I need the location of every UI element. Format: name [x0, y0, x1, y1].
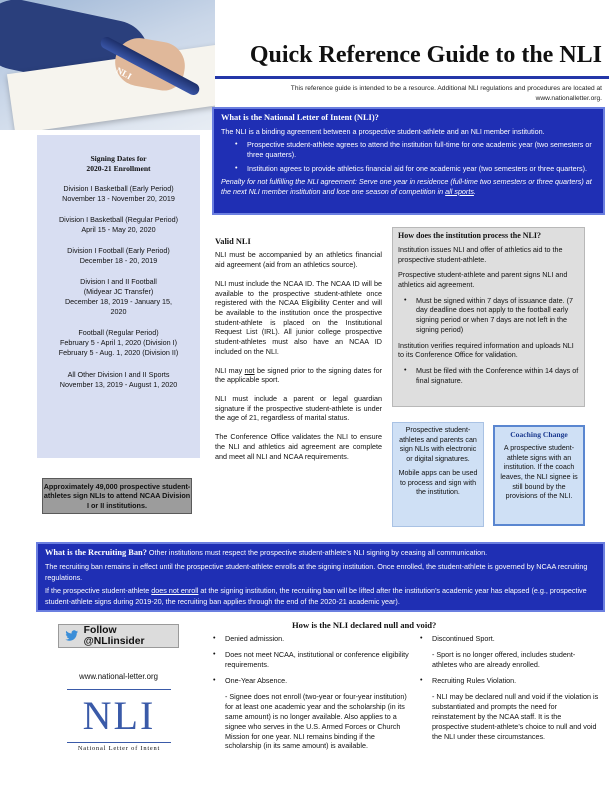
valid-nli-paragraph: NLI must be accompanied by an athletics financial aid agreement (aid from an athletics source). [215, 250, 382, 270]
logo-rule-top [67, 689, 171, 690]
date-group [37, 246, 200, 266]
twitter-bird-icon [65, 630, 79, 642]
date-group-label: All Other Division I and II Sports [67, 369, 170, 379]
mobile-signing-box [392, 422, 484, 527]
process-box [392, 227, 585, 407]
list-item: • Institution agrees to provide athletics financial aid for one academic year (two semesters or three quarters). [235, 164, 596, 174]
valid-nli-paragraph: The Conference Office validates the NLI to ensure the NLI and athletics aid agreement are complete and meet all NLI and NCAA requirements. [215, 432, 382, 461]
recruiting-ban-lead [45, 547, 596, 559]
null-void-heading: How is the NLI declared null and void? [292, 620, 437, 630]
date-range: November 13, 2019 - August 1, 2020 [59, 379, 178, 389]
website-link[interactable]: www.national-letter.org [79, 672, 158, 681]
valid-nli-paragraph: NLI must include the NCAA ID. The NCAA ID will be available to the prospective student-athlete once registered with the NCAA Eligibility Center and will be available to the institution once the prospective student-athlete is placed on the Institutional Request List (IRL). All junior college prospective student-athletes must also have an NCAA ID included on the NLI. [215, 278, 382, 356]
nli-logo [64, 688, 174, 758]
coaching-change-heading: Coaching Change [510, 430, 568, 439]
date-range: February 5 - April 1, 2020 (Division I) [59, 338, 178, 348]
null-void-detail: - Signee does not enroll (two-year or four-year institution) for at least one academic year and the scholarship (in its same amount) is no longer available. Also applies to a signee who serves in the U.S. Armed Forces or Church Mission for one year. NLI remains binding if the scholarship (in its same amount) is available. [225, 691, 407, 751]
valid-nli-paragraph: NLI must include a parent or legal guardian signature if the prospective student-athlete is under the age of 21, regardless of marital status. [215, 393, 382, 423]
penalty-end: . [473, 186, 476, 196]
date-range: December 18, 2019 - January 15, [64, 297, 173, 307]
date-group-label: Division I Basketball (Early Period) [63, 183, 174, 193]
process-paragraph: Institution verifies required information and uploads NLI to its Conference Office for validation. [398, 340, 574, 360]
what-is-nli-heading: What is the National Letter of Intent (NLI)? [221, 113, 379, 122]
date-range: 2020 [110, 307, 127, 317]
what-is-nli-box [212, 107, 605, 215]
date-group [37, 370, 200, 390]
null-void-detail: - Sport is no longer offered, includes student-athletes who are already enrolled. [432, 649, 576, 669]
what-is-nli-text: The NLI is a binding agreement between a prospective student-athlete and an NLI member institution. [221, 127, 545, 137]
does-not-enroll-text: does not enroll [151, 586, 199, 596]
date-group [37, 328, 200, 358]
recruiting-ban-box [36, 542, 605, 612]
null-void-left-column [213, 634, 411, 757]
process-heading: How does the institution process the NLI? [398, 231, 541, 240]
nli-logo-mark: NLI [82, 693, 156, 739]
process-bullet: • Must be signed within 7 days of issuance date. (7 day deadline does not apply to the football early signing period or when 7 days are not left in the signing period) [402, 296, 579, 335]
valid-nli-paragraph [215, 366, 382, 385]
null-void-right-column [420, 634, 600, 747]
null-void-bullet: • Denied admission. [213, 634, 411, 644]
process-paragraph: Prospective student-athlete and parent signs NLI and athletics aid agreement. [398, 270, 568, 289]
date-group-label: Division I Football (Early Period) [67, 245, 170, 255]
null-void-bullet: • Recruiting Rules Violation. [420, 676, 600, 686]
intro-line-2: www.nationalletter.org. [535, 94, 602, 102]
follow-twitter-button[interactable] [58, 624, 179, 648]
intro-text [222, 84, 602, 103]
date-range: November 13 - November 20, 2019 [62, 193, 175, 203]
intro-line-1: This reference guide is intended to be a resource. Additional NLI regulations and procedures are located at [290, 85, 602, 92]
signing-dates-heading [37, 154, 200, 175]
what-is-nli-list [235, 140, 596, 173]
date-range: February 5 - Aug. 1, 2020 (Division II) [58, 348, 179, 358]
valid-nli-heading: Valid NLI [215, 237, 251, 246]
null-void-bullet: • One-Year Absence. [213, 676, 411, 686]
null-void-detail: - NLI may be declared null and void if the violation is substantiated and prompts the need for reinstatement by the NCAA staff. It is the prospective student-athlete’s choice to null and void the NLI under these circumstances. [432, 691, 599, 741]
emphasis-not: not [244, 365, 255, 375]
recruiting-ban-paragraph [45, 586, 596, 607]
null-void-bullet: • Does not meet NCAA, institutional or conference eligibility requirements. [213, 650, 411, 670]
recruiting-ban-lead-text: Other institutions must respect the prospective student-athlete’s NLI signing by ceasing all communication. [146, 548, 488, 557]
valid-nli-section [212, 232, 384, 532]
signing-dates-heading-line-1: Signing Dates for [90, 154, 147, 163]
mobile-signing-text: Mobile apps can be used to process and sign with the institution. [398, 469, 478, 497]
date-group [37, 215, 200, 235]
pen-logo-text: NLI [114, 65, 134, 82]
process-bullet: • Must be filed with the Conference within 14 days of final signature. [402, 366, 579, 385]
title-divider [215, 76, 609, 79]
date-group-label: Division I Basketball (Regular Period) [58, 214, 179, 224]
null-void-bullet: • Discontinued Sport. [420, 634, 600, 644]
nli-logo-tagline: National Letter of Intent [77, 745, 161, 753]
mobile-signing-text: Prospective student-athletes and parents can sign NLIs with electronic or digital signatures. [399, 426, 477, 463]
recruiting-ban-paragraph: The recruiting ban remains in effect until the prospective student-athlete enrolls at the signing institution. Once enrolled, the student-athlete is governed by NCAA recruiting regulations. [45, 562, 588, 582]
process-paragraph: Institution issues NLI and offer of athletics aid to the prospective student-athlete. [398, 244, 563, 264]
paragraph-text: at the signing institution, the recruiting ban will be lifted after the institution’s academic year has elapsed (e.g., prospective student-athlete signs during 2019-20, the recruiting ban applies through the end of the 2020-21 academic year). [45, 586, 587, 606]
recruiting-ban-heading: What is the Recruiting Ban? [45, 548, 147, 557]
date-group [37, 184, 200, 204]
page-title: Quick Reference Guide to the NLI [249, 42, 602, 68]
enrollment-stat-box: Approximately 49,000 prospective student-athletes sign NLIs to attend NCAA Division I or II institutions. [42, 478, 192, 514]
date-group-sublabel: (Midyear JC Transfer) [83, 287, 154, 297]
paragraph-text: NLI may [215, 365, 245, 375]
date-range: December 18 - 20, 2019 [79, 255, 158, 265]
penalty-note [221, 177, 596, 196]
follow-label: Follow @NLIinsider [83, 625, 145, 647]
logo-rule-bottom [67, 742, 171, 743]
date-group [37, 277, 200, 317]
date-group-label: Football (Regular Period) [78, 328, 159, 338]
paragraph-text: If the prospective student-athlete [45, 586, 152, 596]
date-range: April 15 - May 20, 2020 [81, 224, 156, 234]
signing-dates-heading-line-2: 2020-21 Enrollment [86, 164, 151, 174]
coaching-change-box [493, 425, 585, 526]
penalty-text: Penalty for not fulfilling the NLI agreement: Serve one year in residence (full-time two semesters or three quarters) at the next NLI member institution and lose one season of competition in [221, 177, 592, 196]
date-group-label: Division I and II Football [80, 276, 157, 286]
paragraph-text: be signed prior to the signing dates for the applicable sport. [215, 365, 382, 385]
all-sports-link[interactable]: all sports [445, 186, 474, 196]
list-item: • Prospective student-athlete agrees to attend the institution full-time for one academic year (two semesters or three quarters). [235, 140, 596, 159]
coaching-change-text: A prospective student-athlete signs with an institution. If the coach leaves, the NLI signee is still bound by the provisions of the NLI. [500, 444, 578, 501]
signing-hand-image [0, 0, 215, 130]
signing-dates-panel [37, 135, 200, 458]
